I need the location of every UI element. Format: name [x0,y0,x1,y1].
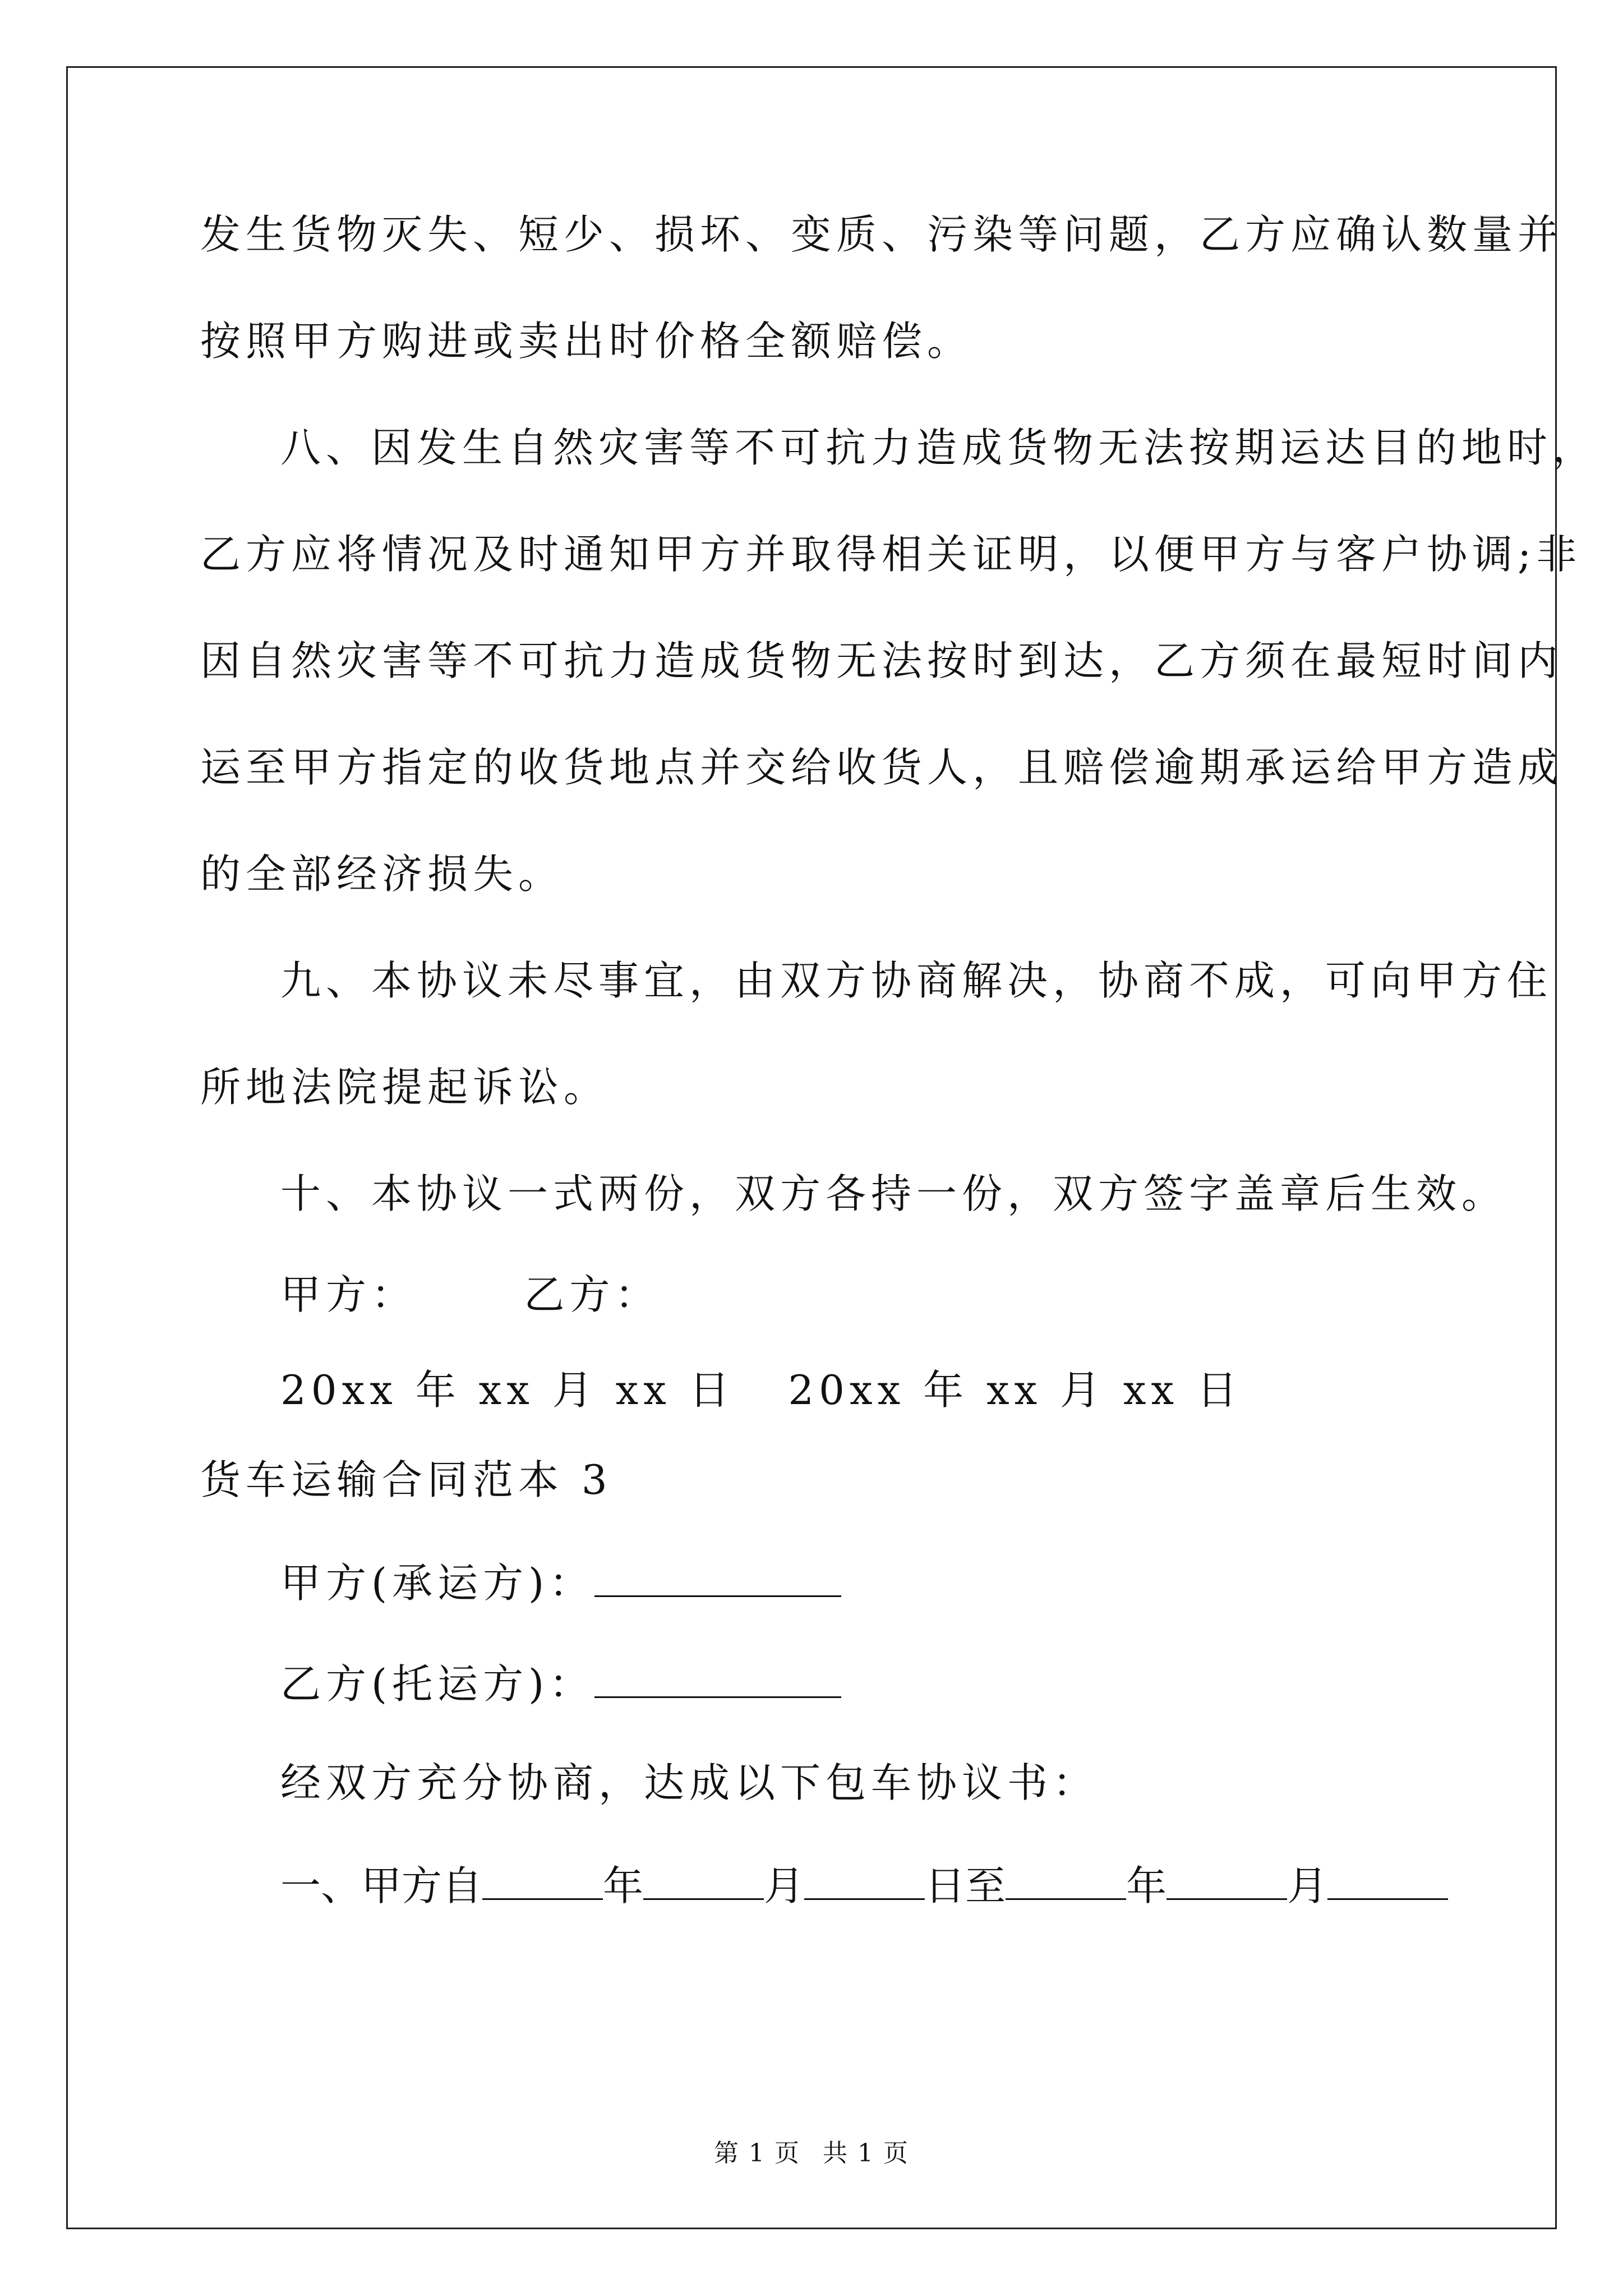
clause-9-line-1: 九、本协议未尽事宜，由双方协商解决，协商不成，可向甲方住 [280,957,1553,1004]
blank-year-1 [482,1864,603,1900]
agreement-intro: 经双方充分协商，达成以下包车协议书： [280,1759,1099,1806]
blank-month-1 [643,1864,764,1900]
year-1-label: 年 [603,1862,644,1910]
blank-day-2 [1327,1864,1448,1900]
section-title: 货车运输合同范本 3 [200,1456,612,1503]
party-b-blank [594,1662,841,1698]
clause-9-line-2: 所地法院提起诉讼。 [200,1064,610,1111]
clause-10: 十、本协议一式两份，双方各持一份，双方签字盖章后生效。 [280,1170,1507,1217]
month-2-label: 月 [1287,1862,1328,1910]
clause-8-line-1: 八、因发生自然灾害等不可抗力造成货物无法按期运达目的地时， [280,424,1598,471]
signature-dates: 20xx 年 xx 月 xx 日 20xx 年 xx 月 xx 日 [280,1366,1243,1414]
party-a-blank [594,1561,841,1597]
page-number: 第 1 页 [714,2139,800,2168]
page-footer [0,2133,1623,2169]
text-line-1: 发生货物灭失、短少、损坏、变质、污染等问题，乙方应确认数量并 [200,211,1564,258]
year-2-label: 年 [1126,1862,1167,1910]
party-a-field [280,1559,841,1607]
party-b-field [280,1660,841,1708]
text-line-2: 按照甲方购进或卖出时价格全额赔偿。 [200,318,973,365]
page-total: 共 1 页 [823,2139,909,2168]
clause-8-line-5: 的全部经济损失。 [200,850,564,898]
party-a-label: 甲方(承运方)： [280,1559,595,1607]
blank-day-1 [804,1864,925,1900]
clause-1-date-line [280,1862,1448,1910]
month-1-label: 月 [764,1862,805,1910]
clause-8-line-4: 运至甲方指定的收货地点并交给收货人，且赔偿逾期承运给甲方造成 [200,744,1564,791]
blank-year-2 [1006,1864,1126,1900]
clause-1-prefix: 一、甲方自 [280,1862,483,1910]
day-to-label: 日至 [925,1862,1006,1910]
blank-month-2 [1166,1864,1287,1900]
clause-8-line-3: 因自然灾害等不可抗力造成货物无法按时到达，乙方须在最短时间内 [200,637,1564,684]
clause-8-line-2: 乙方应将情况及时通知甲方并取得相关证明，以便甲方与客户协调;非 [200,531,1582,578]
party-b-label: 乙方(托运方)： [280,1660,595,1708]
signature-parties: 甲方： 乙方： [280,1271,661,1318]
